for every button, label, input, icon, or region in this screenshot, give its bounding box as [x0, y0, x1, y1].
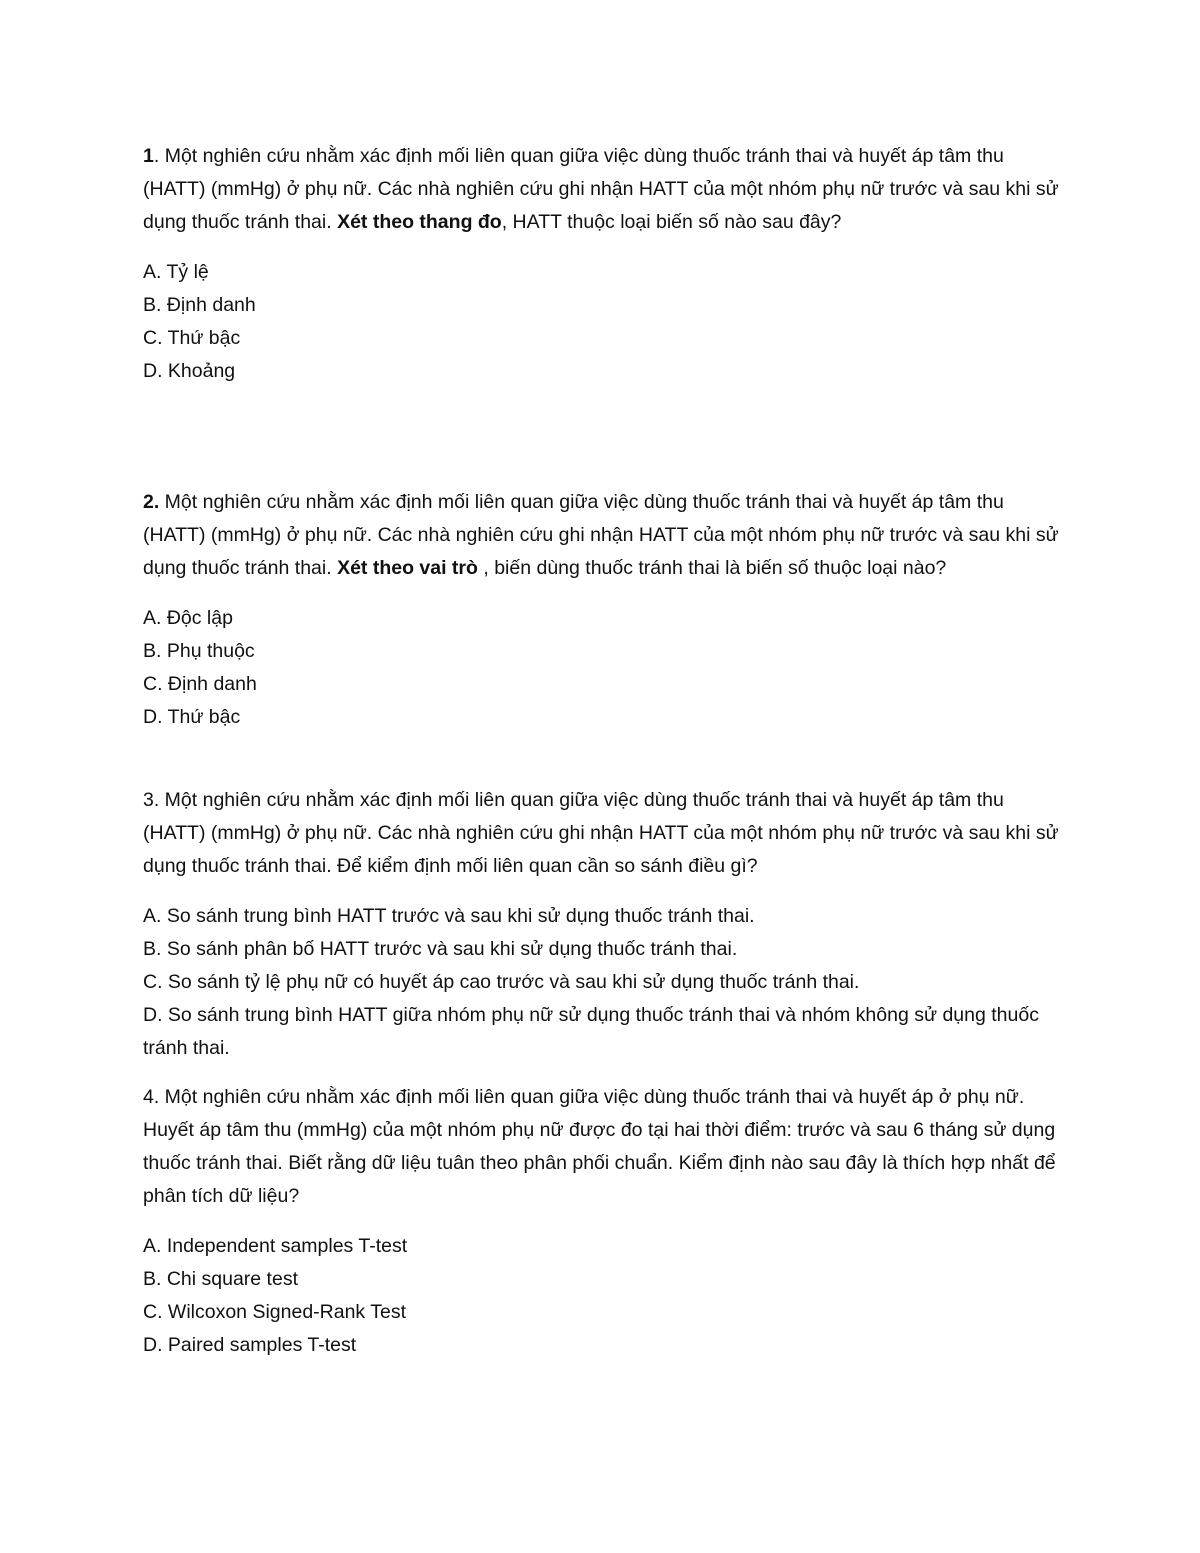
answer-option: C. Wilcoxon Signed-Rank Test: [143, 1301, 407, 1323]
question-stem-text: Một nghiên cứu nhằm xác định mối liên quan giữa việc dùng thuốc tránh thai và huyết áp tâm thu (HATT) (mmHg) ở phụ nữ. Các nhà nghiên cứu ghi nhận HATT của một nhóm phụ nữ trước và sau khi sử dụng thuốc tránh thai. Để kiểm định mối liên quan cần so sánh điều gì?: [143, 789, 1059, 877]
question-stem-text-end: , biến dùng thuốc tránh thai là biến số thuộc loại nào?: [477, 557, 947, 579]
question-number: 4.: [143, 1086, 160, 1108]
question-stem: [143, 140, 1063, 239]
question-4: [143, 1081, 1063, 1362]
question-stem-text: Một nghiên cứu nhằm xác định mối liên quan giữa việc dùng thuốc tránh thai và huyết áp ở phụ nữ. Huyết áp tâm thu (mmHg) của một nhóm phụ nữ được đo tại hai thời điểm: trước và sau 6 tháng sử dụng thuốc tránh thai. Biết rằng dữ liệu tuân theo phân phối chuẩn. Kiểm định nào sau đây là thích hợp nhất để phân tích dữ liệu?: [143, 1086, 1056, 1207]
answer-options: [143, 256, 1063, 388]
answer-option: D. So sánh trung bình HATT giữa nhóm phụ nữ sử dụng thuốc tránh thai và nhóm không sử dụng thuốc tránh thai.: [143, 1004, 1039, 1059]
answer-option: A. Độc lập: [143, 607, 233, 629]
question-stem-text: Một nghiên cứu nhằm xác định mối liên quan giữa việc dùng thuốc tránh thai và huyết áp tâm thu (HATT) (mmHg) ở phụ nữ. Các nhà nghiên cứu ghi nhận HATT của một nhóm phụ nữ trước và sau khi sử dụng thuốc tránh thai.: [143, 491, 1059, 579]
answer-option: B. So sánh phân bố HATT trước và sau khi sử dụng thuốc tránh thai.: [143, 938, 738, 960]
answer-option: D. Paired samples T-test: [143, 1334, 357, 1356]
question-stem: [143, 486, 1063, 585]
question-3: [143, 784, 1063, 1065]
answer-options: [143, 900, 1063, 1065]
answer-option: A. Tỷ lệ: [143, 261, 209, 283]
question-stem: [143, 1081, 1063, 1213]
question-stem-text-end: , HATT thuộc loại biến số nào sau đây?: [501, 211, 842, 233]
answer-option: C. Thứ bậc: [143, 327, 241, 349]
answer-option: C. Định danh: [143, 673, 257, 695]
answer-option: B. Định danh: [143, 294, 256, 316]
question-emphasis: Xét theo thang đo: [337, 211, 502, 233]
answer-option: B. Chi square test: [143, 1268, 298, 1290]
question-number: 3.: [143, 789, 160, 811]
answer-option: D. Thứ bậc: [143, 706, 241, 728]
answer-option: A. Independent samples T-test: [143, 1235, 408, 1257]
answer-option: D. Khoảng: [143, 360, 236, 382]
question-number: 2.: [143, 491, 160, 513]
question-2: [143, 486, 1063, 734]
answer-option: A. So sánh trung bình HATT trước và sau khi sử dụng thuốc tránh thai.: [143, 905, 755, 927]
question-1: [143, 140, 1063, 388]
answer-options: [143, 1230, 1063, 1362]
question-number: 1: [143, 145, 154, 167]
answer-option: B. Phụ thuộc: [143, 640, 255, 662]
answer-option: C. So sánh tỷ lệ phụ nữ có huyết áp cao trước và sau khi sử dụng thuốc tránh thai.: [143, 971, 860, 993]
answer-options: [143, 602, 1063, 734]
question-number-punct: .: [153, 145, 165, 167]
question-stem: [143, 784, 1063, 883]
question-stem-text: Một nghiên cứu nhằm xác định mối liên quan giữa việc dùng thuốc tránh thai và huyết áp tâm thu (HATT) (mmHg) ở phụ nữ. Các nhà nghiên cứu ghi nhận HATT của một nhóm phụ nữ trước và sau khi sử dụng thuốc tránh thai.: [143, 145, 1059, 233]
question-emphasis: Xét theo vai trò: [337, 557, 478, 579]
